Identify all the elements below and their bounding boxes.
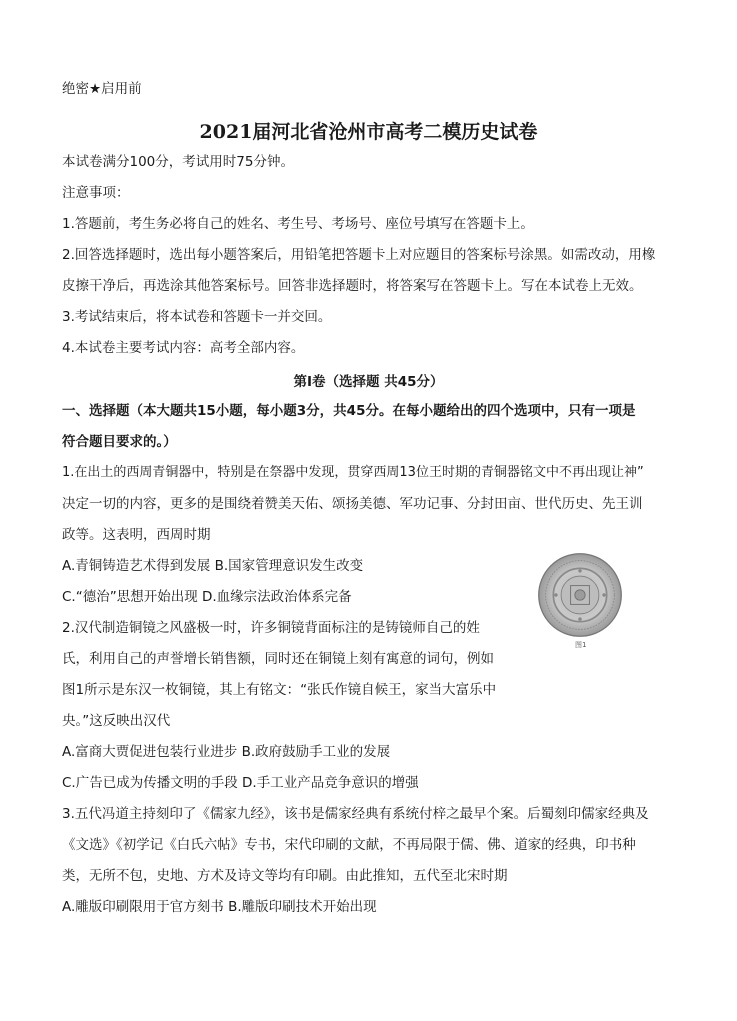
question-text: 《文选》《初学记《白氏六帖》专书，宋代印刷的文献，不再局限于儒、佛、道家的经典，印书种: [62, 837, 636, 853]
notice-heading: 注意事项：: [62, 185, 130, 201]
question-text: 类，无所不包，史地、方术及诗文等均有印刷。由此推知，五代至北宋时期: [62, 868, 508, 884]
confidential-label: 绝密★启用前: [62, 81, 142, 97]
question-text: 1.在出土的西周青铜器中，特别是在祭器中发现，贯穿西周13位王时期的青铜器铭文中不再出现让神”: [62, 465, 644, 480]
answer-options: A.雕版印刷限用于官方刻书 B.雕版印刷技术开始出现: [62, 899, 377, 915]
notice-item: 4.本试卷主要考试内容：高考全部内容。: [62, 340, 305, 356]
notice-item: 2.回答选择题时，选出每小题答案后，用铅笔把答题卡上对应题目的答案标号涂黑。如需改动，用橡: [62, 247, 656, 263]
section-heading: 符合题目要求的。）: [62, 434, 177, 450]
volume-title: 第Ⅰ卷（选择题 共45分）: [293, 374, 444, 390]
section-heading: 一、选择题（本大题共15小题，每小题3分，共45分。在每小题给出的四个选项中，只有一项是: [62, 403, 636, 419]
notice-item: 3.考试结束后，将本试卷和答题卡一并交回。: [62, 309, 332, 325]
exam-title: 2021届河北省沧州市高考二模历史试卷: [199, 121, 538, 143]
question-text: 氏，利用自己的声誉增长销售额，同时还在铜镜上刻有寓意的词句，例如: [62, 651, 494, 667]
question-text: 决定一切的内容，更多的是围绕着赞美天佑、颂扬美德、军功记事、分封田亩、世代历史、先王训: [62, 496, 643, 512]
answer-options: A.富商大贾促进包装行业进步 B.政府鼓励手工业的发展: [62, 744, 391, 760]
score-time-text: 本试卷满分100分，考试用时75分钟。: [62, 154, 294, 170]
question-text: 央。”这反映出汉代: [62, 713, 171, 729]
answer-options: C.“德治”思想开始出现 D.血缘宗法政治体系完备: [62, 589, 352, 605]
figure-label: 图1: [575, 641, 587, 649]
notice-item: 1.答题前，考生务必将自己的姓名、考生号、考场号、座位号填写在答题卡上。: [62, 216, 534, 232]
question-text: 2.汉代制造铜镜之风盛极一时，许多铜镜背面标注的是铸镜师自己的姓: [62, 620, 480, 636]
bronze-mirror-image: [537, 552, 623, 638]
question-text: 3.五代冯道主持刻印了《儒家九经》，该书是儒家经典有系统付梓之最早个案。后蜀刻印儒家经典及: [62, 806, 649, 822]
question-text: 政等。这表明，西周时期: [62, 527, 211, 543]
question-text: 图1所示是东汉一枚铜镜，其上有铭文：“张氏作镜自候王，家当大富乐中: [62, 682, 497, 698]
answer-options: A.青铜铸造艺术得到发展 B.国家管理意识发生改变: [62, 558, 364, 574]
answer-options: C.广告已成为传播文明的手段 D.手工业产品竞争意识的增强: [62, 775, 419, 791]
notice-item: 皮擦干净后，再选涂其他答案标号。回答非选择题时，将答案写在答题卡上。写在本试卷上无效。: [62, 278, 643, 294]
